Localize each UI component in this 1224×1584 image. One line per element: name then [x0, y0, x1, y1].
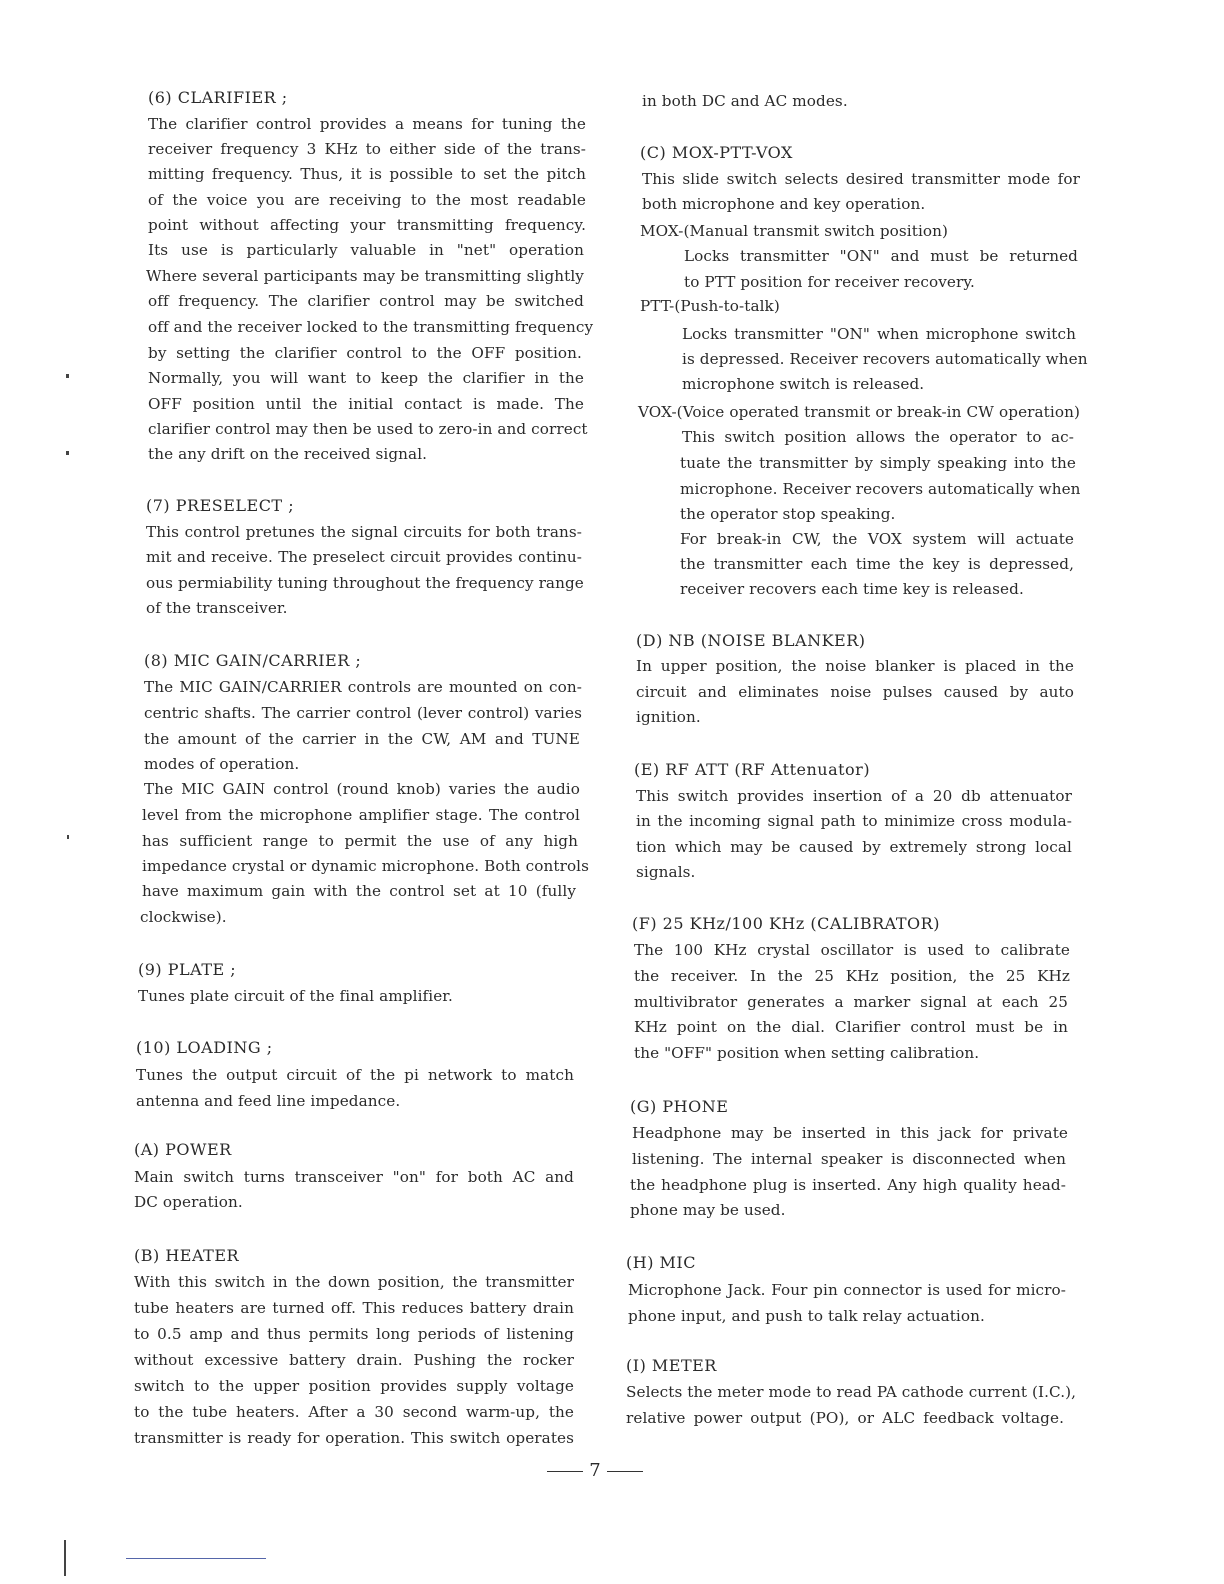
text-line: microphone switch is released. — [682, 375, 925, 393]
text-line: transmitter is ready for operation. This switch operates — [134, 1429, 574, 1447]
section-heading-mic-gain-carrier: (8) MIC GAIN/CARRIER ; — [144, 651, 362, 670]
text-line: level from the microphone amplifier stage. The control — [142, 806, 580, 824]
section-heading-calibrator: (F) 25 KHz/100 KHz (CALIBRATOR) — [632, 914, 940, 933]
text-line: Normally, you will want to keep the clarifier in the — [148, 369, 584, 387]
text-line: This switch position allows the operator to ac- — [682, 428, 1074, 446]
text-line: is depressed. Receiver recovers automatically when — [682, 350, 1088, 368]
section-heading-noise-blanker: (D) NB (NOISE BLANKER) — [636, 631, 866, 650]
footer-dash-left — [547, 1471, 583, 1472]
text-line: KHz point on the dial. Clarifier control must be in — [634, 1018, 1068, 1036]
text-line: mitting frequency. Thus, it is possible to set the pitch — [148, 165, 586, 183]
text-line: mit and receive. The preselect circuit provides continu- — [146, 548, 582, 566]
text-line: OFF position until the initial contact is made. The — [148, 395, 584, 413]
text-line: microphone. Receiver recovers automatically when — [680, 480, 1081, 498]
text-line: For break-in CW, the VOX system will actuate — [680, 530, 1074, 548]
section-heading-clarifier: (6) CLARIFIER ; — [148, 88, 288, 107]
binding-mark — [64, 1540, 66, 1576]
text-line: clockwise). — [140, 908, 227, 926]
text-line: ignition. — [636, 708, 701, 726]
text-line: of the voice you are receiving to the most readable — [148, 191, 586, 209]
text-line: Selects the meter mode to read PA cathode current (I.C.), — [626, 1383, 1077, 1401]
section-heading-rf-attenuator: (E) RF ATT (RF Attenuator) — [634, 760, 871, 779]
text-line: listening. The internal speaker is disconnected when — [632, 1150, 1066, 1168]
text-line: Tunes plate circuit of the final amplifier. — [138, 987, 453, 1005]
section-heading-power: (A) POWER — [134, 1140, 232, 1159]
text-line: Tunes the output circuit of the pi network to match — [136, 1066, 574, 1084]
text-line: the amount of the carrier in the CW, AM and TUNE — [144, 730, 580, 748]
text-line: point without affecting your transmitting frequency. — [148, 216, 586, 234]
section-heading-loading: (10) LOADING ; — [136, 1038, 273, 1057]
text-line: has sufficient range to permit the use of any high — [142, 832, 578, 850]
text-line: to 0.5 amp and thus permits long periods of listening — [134, 1325, 574, 1343]
section-heading-phone: (G) PHONE — [630, 1097, 729, 1116]
text-line: impedance crystal or dynamic microphone. Both controls — [142, 857, 590, 875]
text-line: tuate the transmitter by simply speaking into the — [680, 454, 1076, 472]
section-heading-meter: (I) METER — [626, 1356, 717, 1375]
section-heading-mox-ptt-vox: (C) MOX-PTT-VOX — [640, 143, 793, 162]
text-line: clarifier control may then be used to zero-in and correct — [148, 420, 588, 438]
section-heading-mic: (H) MIC — [626, 1253, 696, 1272]
margin-mark — [66, 374, 69, 378]
text-line: The MIC GAIN/CARRIER controls are mounted on con- — [144, 678, 582, 696]
text-line: Where several participants may be transmitting slightly — [146, 267, 584, 285]
text-line: tion which may be caused by extremely strong local — [636, 838, 1072, 856]
section-heading-plate: (9) PLATE ; — [138, 960, 237, 979]
text-line: have maximum gain with the control set at 10 (fully — [142, 882, 576, 900]
text-line: both microphone and key operation. — [642, 195, 926, 213]
text-line: the operator stop speaking. — [680, 505, 896, 523]
mox-label: MOX-(Manual transmit switch position) — [640, 222, 949, 240]
text-line: the transmitter each time the key is depressed, — [680, 555, 1074, 573]
text-line: the any drift on the received signal. — [148, 445, 428, 463]
text-line: Main switch turns transceiver "on" for both AC and — [134, 1168, 574, 1186]
page-number-value: 7 — [589, 1460, 601, 1481]
text-line: multivibrator generates a marker signal at each 25 — [634, 993, 1068, 1011]
text-line: to PTT position for receiver recovery. — [684, 273, 975, 291]
text-line: the "OFF" position when setting calibration. — [634, 1044, 980, 1062]
text-line: centric shafts. The carrier control (lever control) varies — [144, 704, 582, 722]
text-line: The clarifier control provides a means for tuning the — [148, 115, 586, 133]
text-line: switch to the upper position provides supply voltage — [134, 1377, 574, 1395]
text-line: by setting the clarifier control to the OFF position. — [148, 344, 582, 362]
text-line: off frequency. The clarifier control may be switched — [148, 292, 584, 310]
section-heading-heater: (B) HEATER — [134, 1246, 240, 1265]
text-line: Its use is particularly valuable in "net" operation — [148, 241, 584, 259]
text-line: In upper position, the noise blanker is placed in the — [636, 657, 1074, 675]
text-line-continuation: in both DC and AC modes. — [642, 92, 848, 110]
text-line: ous permiability tuning throughout the frequency range — [146, 574, 584, 592]
bottom-rule — [126, 1558, 266, 1559]
text-line: phone may be used. — [630, 1201, 786, 1219]
text-line: DC operation. — [134, 1193, 243, 1211]
text-line: the receiver. In the 25 KHz position, the 25 KHz — [634, 967, 1070, 985]
section-heading-preselect: (7) PRESELECT ; — [146, 496, 295, 515]
ptt-label: PTT-(Push-to-talk) — [640, 297, 780, 315]
text-line: circuit and eliminates noise pulses caused by auto — [636, 683, 1074, 701]
text-line: antenna and feed line impedance. — [136, 1092, 401, 1110]
margin-mark — [67, 835, 69, 839]
text-line: This switch provides insertion of a 20 db attenuator — [636, 787, 1072, 805]
margin-mark — [66, 451, 69, 455]
text-line: of the transceiver. — [146, 599, 288, 617]
footer-dash-right — [607, 1471, 643, 1472]
text-line: Locks transmitter "ON" when microphone switch — [682, 325, 1076, 343]
text-line: tube heaters are turned off. This reduces battery drain — [134, 1299, 574, 1317]
text-line: relative power output (PO), or ALC feedback voltage. — [626, 1409, 1064, 1427]
text-line: This slide switch selects desired transmitter mode for — [642, 170, 1080, 188]
text-line: to the tube heaters. After a 30 second warm-up, the — [134, 1403, 574, 1421]
text-line: the headphone plug is inserted. Any high quality head- — [630, 1176, 1066, 1194]
page-number — [540, 1460, 650, 1481]
text-line: Locks transmitter "ON" and must be returned — [684, 247, 1078, 265]
text-line: This control pretunes the signal circuits for both trans- — [146, 523, 582, 541]
text-line: without excessive battery drain. Pushing the rocker — [134, 1351, 574, 1369]
vox-label: VOX-(Voice operated transmit or break-in CW operation) — [638, 403, 1080, 421]
text-line: off and the receiver locked to the transmitting frequency — [148, 318, 594, 336]
text-line: in the incoming signal path to minimize cross modula- — [636, 812, 1072, 830]
text-line: signals. — [636, 863, 696, 881]
text-line: phone input, and push to talk relay actuation. — [628, 1307, 985, 1325]
text-line: With this switch in the down position, the transmitter — [134, 1273, 574, 1291]
text-line: modes of operation. — [144, 755, 300, 773]
text-line: Headphone may be inserted in this jack for private — [632, 1124, 1068, 1142]
text-line: receiver recovers each time key is released. — [680, 580, 1024, 598]
text-line: Microphone Jack. Four pin connector is used for micro- — [628, 1281, 1066, 1299]
text-line: The 100 KHz crystal oscillator is used to calibrate — [634, 941, 1070, 959]
text-line: receiver frequency 3 KHz to either side of the trans- — [148, 140, 586, 158]
text-line: The MIC GAIN control (round knob) varies the audio — [144, 780, 580, 798]
